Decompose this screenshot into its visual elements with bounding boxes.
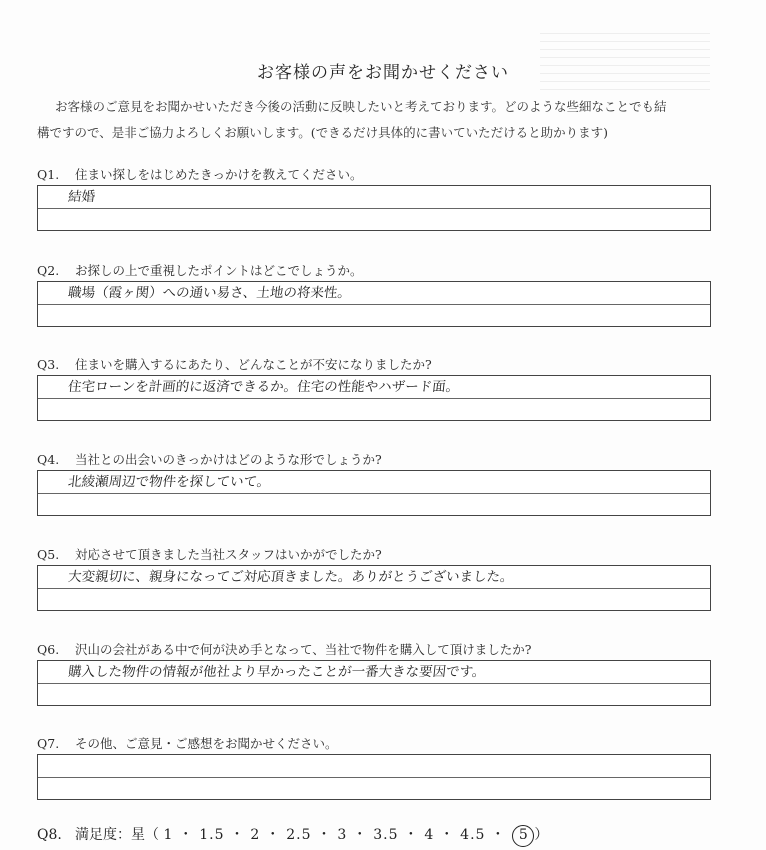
- question-label: [37, 165, 363, 183]
- answer-box[interactable]: [37, 185, 711, 231]
- handwritten-answer: [67, 755, 69, 777]
- question-text: 当社との出会いのきっかけはどのような形でしょうか?: [75, 452, 382, 467]
- question-text: 住まい探しをはじめたきっかけを教えてください。: [75, 167, 363, 182]
- question-text: お探しの上で重視したポイントはどこでしょうか。: [75, 263, 363, 278]
- question-text: 住まいを購入するにあたり、どんなことが不安になりましたか?: [75, 357, 432, 372]
- answer-box-divider: [38, 398, 710, 399]
- intro-line-2: 構ですので、是非ご協力よろしくお願いします。(できるだけ具体的に書いていただけると助かります): [37, 125, 609, 140]
- answer-box-divider: [38, 777, 710, 778]
- rating-options[interactable]: 1 ・ 1.5 ・ 2 ・ 2.5 ・ 3 ・ 3.5 ・ 4 ・ 4.5 ・: [163, 827, 506, 843]
- question-number: Q7.: [37, 736, 60, 751]
- answer-box-divider: [38, 683, 710, 684]
- question-number: Q3.: [37, 357, 60, 372]
- handwritten-answer: 北綾瀬周辺で物件を探していて。: [67, 474, 272, 490]
- handwritten-answer: 購入した物件の情報が他社より早かったことが一番大きな要因です。: [67, 664, 487, 680]
- answer-box-divider: [38, 493, 710, 494]
- handwritten-answer: 結婚: [67, 189, 96, 205]
- question-label: [37, 640, 531, 658]
- answer-box-divider: [38, 588, 710, 589]
- answer-box[interactable]: [37, 375, 711, 421]
- answer-box[interactable]: [37, 754, 711, 800]
- answer-box[interactable]: [37, 565, 711, 611]
- rating-selected-circle[interactable]: 5: [512, 825, 534, 847]
- question-text: 対応させて頂きました当社スタッフはいかがでしたか?: [75, 547, 382, 562]
- question-text: 沢山の会社がある中で何が決め手となって、当社で物件を購入して頂けましたか?: [75, 642, 532, 657]
- question-number: Q8.: [37, 827, 62, 843]
- question-number: Q4.: [37, 452, 60, 467]
- question-label: [37, 355, 432, 373]
- question-number: Q6.: [37, 642, 60, 657]
- intro-line-1: お客様のご意見をお聞かせいただき今後の活動に反映したいと考えております。どのような些細なことでも結: [55, 99, 667, 114]
- question-label: [37, 545, 382, 563]
- page-title: お客様の声をお聞かせください: [257, 63, 509, 83]
- satisfaction-rating: [37, 824, 548, 847]
- answer-box-divider: [38, 208, 710, 209]
- rating-close-paren: ）: [534, 827, 549, 843]
- question-text: その他、ご意見・ご感想をお聞かせください。: [75, 736, 338, 751]
- handwritten-answer: 職場（霞ヶ関）への通い易さ、土地の将来性。: [67, 285, 352, 301]
- answer-box[interactable]: [37, 281, 711, 327]
- answer-box[interactable]: [37, 660, 711, 706]
- handwritten-answer: 住宅ローンを計画的に返済できるか。住宅の性能やハザード面。: [67, 379, 461, 395]
- question-label: [37, 261, 363, 279]
- answer-box[interactable]: [37, 470, 711, 516]
- question-label: [37, 450, 382, 468]
- question-number: Q2.: [37, 263, 60, 278]
- handwritten-answer: 大変親切に、親身になってご対応頂きました。ありがとうございました。: [67, 569, 515, 585]
- rating-label: 満足度：星（: [75, 827, 159, 843]
- question-label: [37, 734, 338, 752]
- answer-box-divider: [38, 304, 710, 305]
- question-number: Q1.: [37, 167, 60, 182]
- question-number: Q5.: [37, 547, 60, 562]
